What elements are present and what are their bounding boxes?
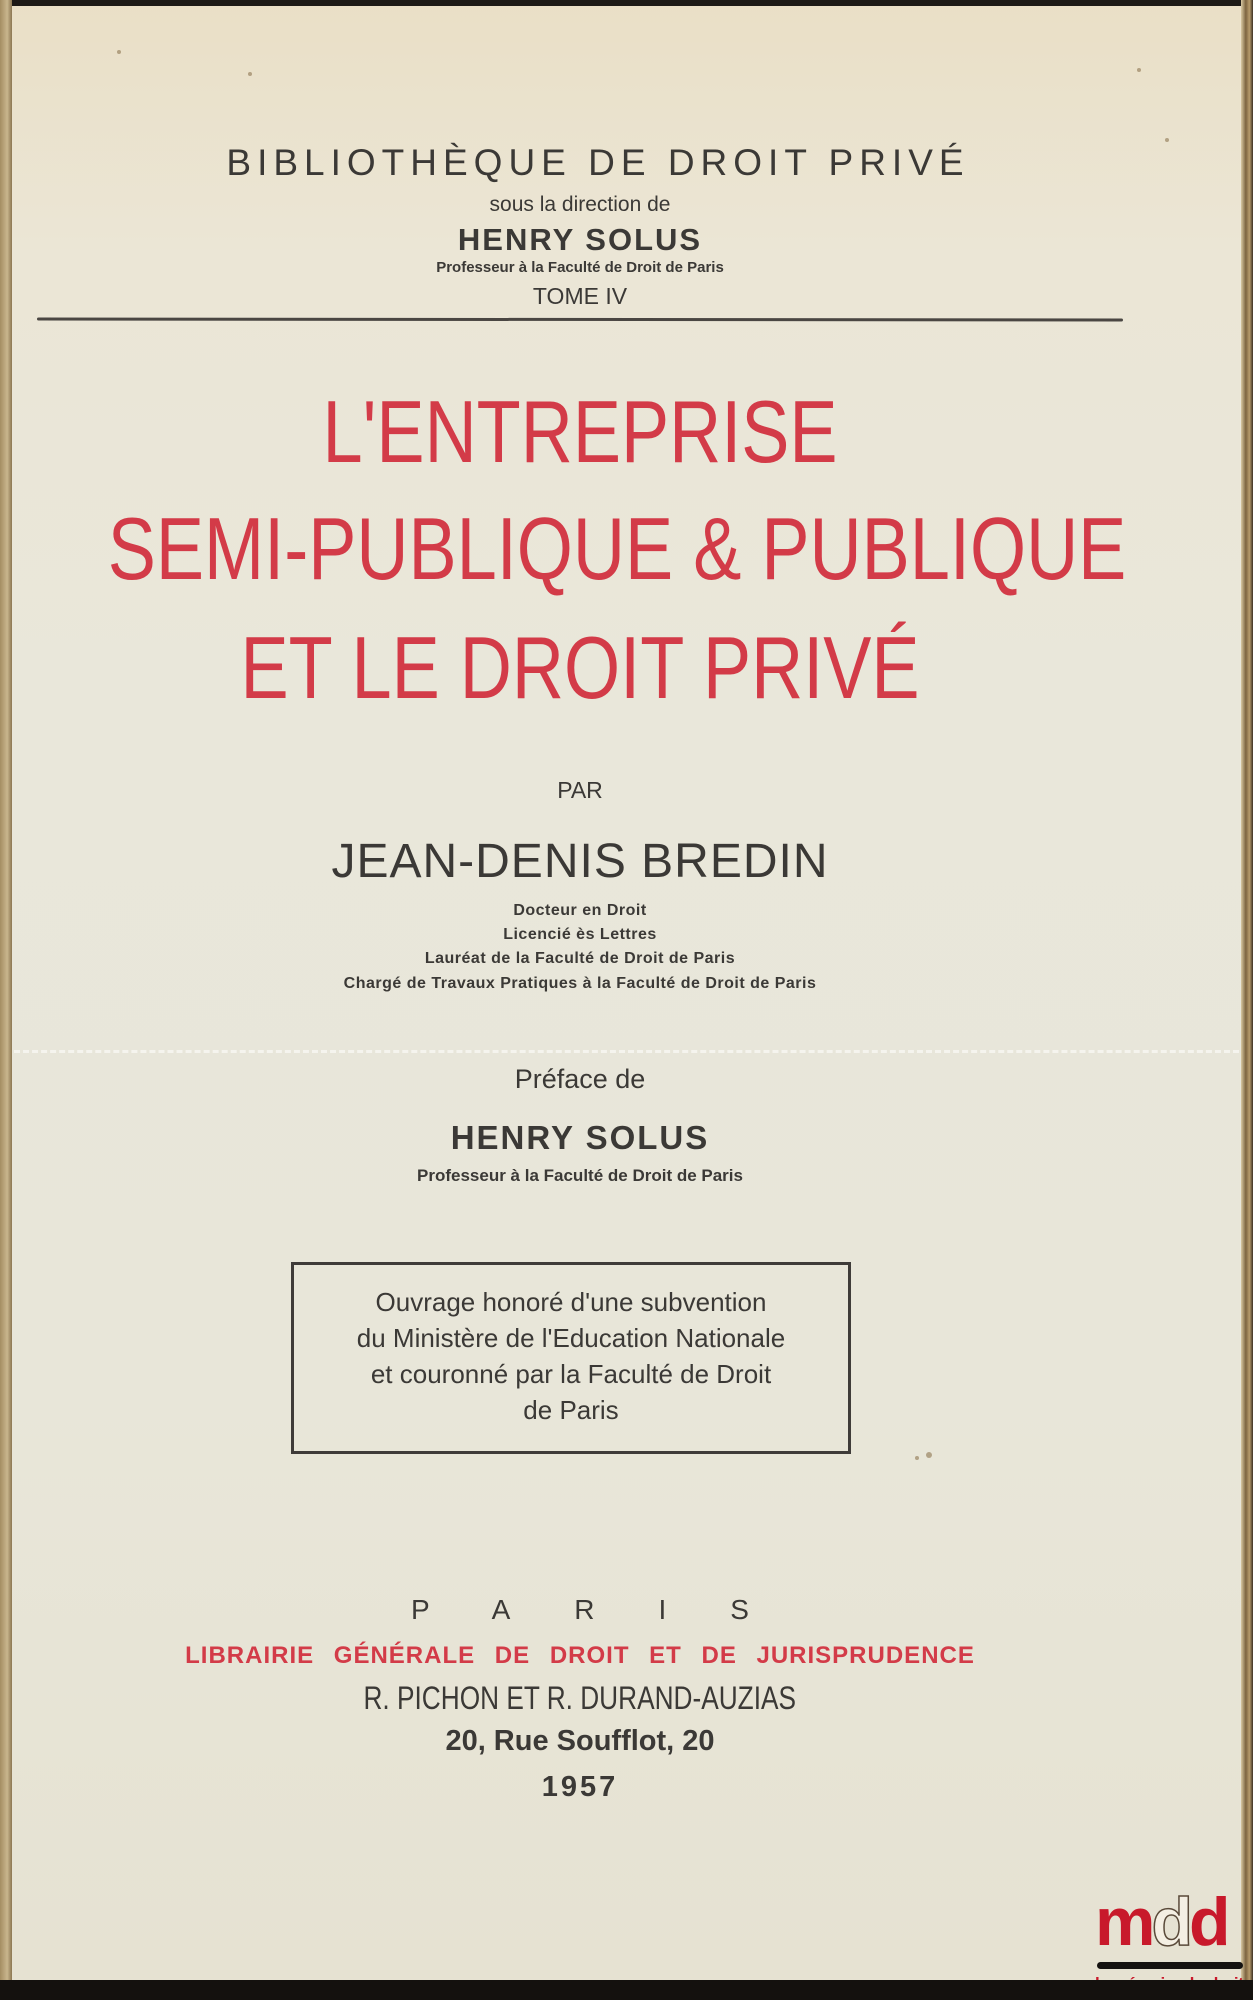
book-title-text: L'ENTREPRISE xyxy=(322,382,838,481)
page-top-edge xyxy=(0,0,1253,6)
author-qualification: Docteur en Droit xyxy=(513,902,647,919)
preface-author: HENRY SOLUS xyxy=(450,1119,710,1156)
book-title-text: ET LE DROIT PRIVÉ xyxy=(240,618,920,717)
imprint-city: PARIS xyxy=(411,1594,813,1625)
author-name: JEAN-DENIS BREDIN xyxy=(331,835,829,888)
by-label: PAR xyxy=(557,777,603,803)
award-line: du Ministère de l'Education Nationale xyxy=(356,1323,786,1353)
book-title-line-2 xyxy=(0,499,1162,598)
award-line: et couronné par la Faculté de Droit xyxy=(370,1359,772,1389)
preface-label: Préface de xyxy=(514,1064,646,1094)
series-title: BIBLIOTHÈQUE DE DROIT PRIVÉ xyxy=(226,142,970,183)
fold-crease xyxy=(14,1050,1239,1053)
imprint-printers-text: R. PICHON ET R. DURAND-AUZIAS xyxy=(363,1680,797,1716)
imprint-printers xyxy=(0,1680,1160,1717)
award-line: de Paris xyxy=(523,1395,619,1425)
logo-letter-m: m xyxy=(1095,1884,1152,1960)
logo-letter-d: d xyxy=(1189,1884,1227,1960)
logo-underline-bar xyxy=(1097,1962,1243,1969)
imprint-address: 20, Rue Soufflot, 20 xyxy=(445,1725,715,1757)
author-qualification: Licencié ès Lettres xyxy=(503,926,657,943)
paper-speck xyxy=(248,72,252,76)
author-qualification: Chargé de Travaux Pratiques à la Faculté de Droit de Paris xyxy=(343,975,817,992)
imprint-publisher: LIBRAIRIE GÉNÉRALE DE DROIT ET DE JURISPRUDENCE xyxy=(185,1642,975,1669)
mdd-logo-letters xyxy=(1095,1884,1227,1960)
series-volume: TOME IV xyxy=(532,283,628,309)
imprint-year: 1957 xyxy=(541,1771,619,1803)
logo-letter-d-outline: d xyxy=(1151,1884,1190,1960)
award-line: Ouvrage honoré d'une subvention xyxy=(375,1287,767,1317)
page-edge-right xyxy=(1241,0,1253,1982)
book-title-line-3 xyxy=(0,618,1160,717)
header-rule xyxy=(37,318,1123,322)
paper-speck xyxy=(915,1456,919,1460)
author-qualification: Lauréat de la Faculté de Droit de Paris xyxy=(424,950,736,967)
paper-speck xyxy=(1137,68,1141,72)
series-editor: HENRY SOLUS xyxy=(457,222,703,257)
award-notice-box xyxy=(291,1262,851,1454)
book-title-line-1 xyxy=(0,382,1160,481)
series-subtitle: sous la direction de xyxy=(489,193,671,216)
scan-bottom-border xyxy=(0,1980,1253,2000)
series-editor-title: Professeur à la Faculté de Droit de Paris xyxy=(436,259,724,276)
book-title-text: SEMI-PUBLIQUE & PUBLIQUE xyxy=(107,499,1127,598)
paper-speck xyxy=(926,1452,932,1458)
preface-author-title: Professeur à la Faculté de Droit de Paris xyxy=(417,1166,743,1185)
paper-speck xyxy=(117,50,121,54)
